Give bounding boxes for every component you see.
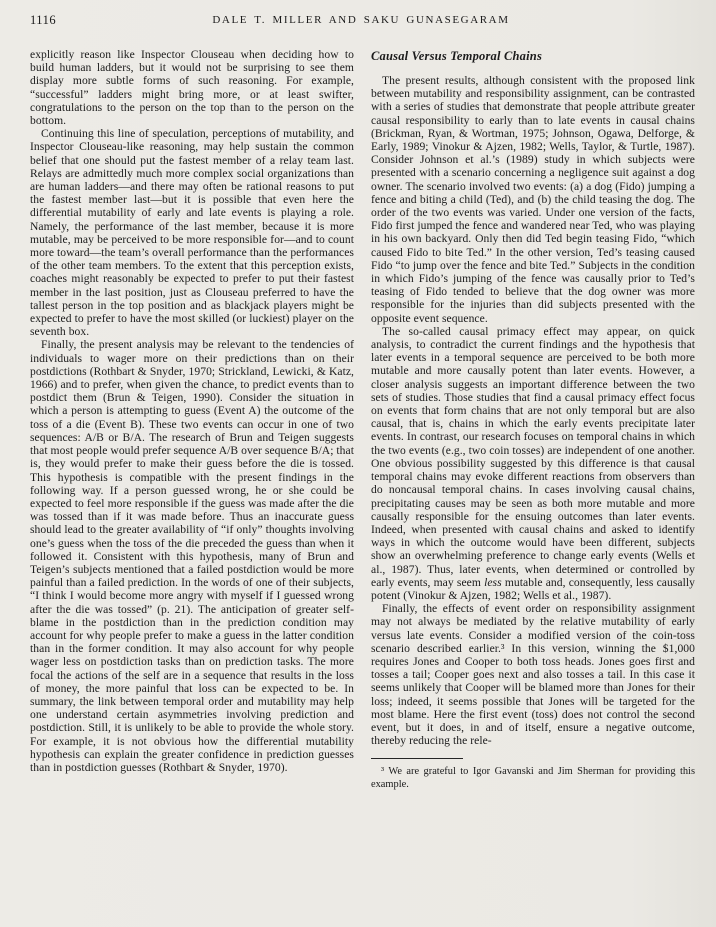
paragraph: The present results, although consistent with the proposed link between mutability and responsibility assignment, can be contrasted with a series of studies that demonstrate that people attribute greater causal responsibility to early than to late events in causal chains (Brickman, Ryan, & Wortman, 1975; Johnson, Ogawa, Delforge, & Early, 1989; Vinokur & Ajzen, 1982; Wells, Taylor, & Turtle, 1987). Consider Johnson et al.’s (1989) study in which subjects were presented with a scenario concerning a negligence suit against a dog owner. The scenario involved two events: (a) a dog (Fido) jumping a fence and biting a child (Ted), and (b) the child teasing the dog. The order of the two events was varied. Under one version of the facts, Fido first jumped the fence and wandered near Ted, who was playing in his own backyard. Only then did Ted begin teasing Fido, “which caused Fido to bite Ted.” In the other version, Ted’s teasing caused Fido “to jump over the fence and bite Ted.” Subjects in the condition in which Fido’s jumping of the fence was causally prior to Ted’s teasing of Fido tended to believe that the dog owner was more responsible for the injuries than did subjects presented with the opposite event sequence. xyxy=(371,74,695,325)
page-number: 1116 xyxy=(30,13,57,27)
two-column-body xyxy=(30,48,695,791)
footnote-text: ³ We are grateful to Igor Gavanski and Jim Sherman for providing this example. xyxy=(371,766,695,790)
paragraph: Finally, the present analysis may be relevant to the tendencies of individuals to wager more on their predictions than on their postdictions (Rothbart & Snyder, 1970; Strickland, Lewicki, & Katz, 1966) and to prefer, when given the chance, to predict events than to postdict them (Brun & Teigen, 1990). Consider the situation in which a person is attempting to guess (Event A) the outcome of the toss of a die (Event B). These two events can occur in one of two sequences: A/B or B/A. The research of Brun and Teigen suggests that most people would prefer sequence A/B over sequence B/A; that is, they would prefer to make their guess before the die is tossed. This hypothesis is compatible with the present findings in the following way. If a person guessed wrong, he or she could be expected to feel more responsible if the guess was made after the die was tossed than if it was made before. Thus an inaccurate guess should lead to the greater availability of “if only” thoughts involving one’s guess when the toss of the die preceded the guess than when it followed it. Consistent with this hypothesis, many of Brun and Teigen’s subjects mentioned that a failed postdiction would be more painful than a failed prediction. In the words of one of their subjects, “I think I would become more angry with myself if I guessed wrong after the die was tossed” (p. 21). The anticipation of greater self-blame in the postdiction than in the prediction condition may account for why people prefer to make a guess in the latter condition than in the former condition. It may also account for why people wager less on postdiction tasks than on prediction tasks. The more focal the actions of the self are in a sequence that results in the loss of money, the more painful that loss can be expected to be. In summary, the link between temporal order and mutability may help one understand certain asymmetries involving prediction and postdiction. Still, it is unlikely to be able to provide the whole story. For example, it is not obvious how the differential mutability hypothesis can explain the greater confidence in prediction guesses than in postdiction guesses (Rothbart & Snyder, 1970). xyxy=(30,338,354,774)
paragraph-segment: mutable and, consequently, less causally potent (Vinokur & Ajzen, 1982; Wells et al., 1987). xyxy=(371,575,695,602)
paragraph: Finally, the effects of event order on responsibility assignment may not always be mediated by the relative mutability of early versus late events. Consider a modified version of the coin-toss scenario described earlier.³ In this version, winning the $1,000 requires Jones and Cooper to both toss heads. Jones goes first and tosses a tail; Cooper goes next and also tosses a tail. In this case it seems unlikely that Cooper will be blamed more than Jones for their loss; indeed, it seems possible that Jones will be targeted for the most blame. Here the first event (toss) does not control the second event, but it does, in and of itself, ensure a negative outcome, thereby reducing the rele- xyxy=(371,602,695,748)
footnote-divider xyxy=(371,758,463,759)
paragraph: Continuing this line of speculation, perceptions of mutability, and Inspector Clouseau-like reasoning, may help sustain the common belief that one should put the fastest member of a relay team last. Relays are admittedly much more complex social organizations than are human ladders—and there may often be rational reasons to put the fastest member last—but it is possible that even here the differential mutability of early and late events is playing a role. Namely, the performance of the last member, because it is more mutable, may be perceived to be more responsible for—and to count more toward—the team’s overall performance than the performances of the other team members. To the extent that this perception exists, coaches might reasonably be expected to prefer to put their fastest member in the last position, just as Clouseau preferred to have the tallest person in the top position and as blackjack players might be expected to prefer to have the most skilled (or luckiest) player on the seventh box. xyxy=(30,127,354,339)
paragraph xyxy=(371,325,695,602)
section-heading: Causal Versus Temporal Chains xyxy=(371,49,543,63)
paragraph-continuation: explicitly reason like Inspector Clouseau when deciding how to build human ladders, but it would not be surprising to see them display more subtle forms of such reasoning. For example, “successful” ladders might bring more, or at least swifter, congratulations to the person on the top than to the person on the bottom. xyxy=(30,48,354,128)
right-column xyxy=(371,48,695,791)
left-column xyxy=(30,48,354,791)
paragraph-segment: The so-called causal primacy effect may appear, on quick analysis, to contradict the current findings and the hypothesis that later events in a temporal sequence are perceived to be both more mutable and more causally potent than later events. However, a closer analysis suggests an important difference between the two sets of studies. Those studies that find a causal primacy effect focus on events that form chains that are not only temporal but are also causal, that is, chains in which the early events precipitate later events. In contrast, our research focuses on temporal chains in which the two events (e.g., two coin tosses) are independent of one another. One obvious possibility suggested by this difference is that causal temporal chains may evoke different reactions from observers than do noncausal temporal chains. In cases involving causal chains, precipitating causes may be seen as both more mutable and more causally responsible for the ensuing outcomes than later events. Indeed, when presented with causal chains and asked to identify ways in which the outcome would have been different, subjects show an overwhelming preference to change early events (Wells et al., 1987). Thus, later events, when determined or controlled by early events, may seem xyxy=(371,324,695,589)
page-header xyxy=(30,13,692,31)
running-head: DALE T. MILLER AND SAKU GUNASEGARAM xyxy=(212,14,510,26)
emphasized-word: less xyxy=(484,575,502,589)
